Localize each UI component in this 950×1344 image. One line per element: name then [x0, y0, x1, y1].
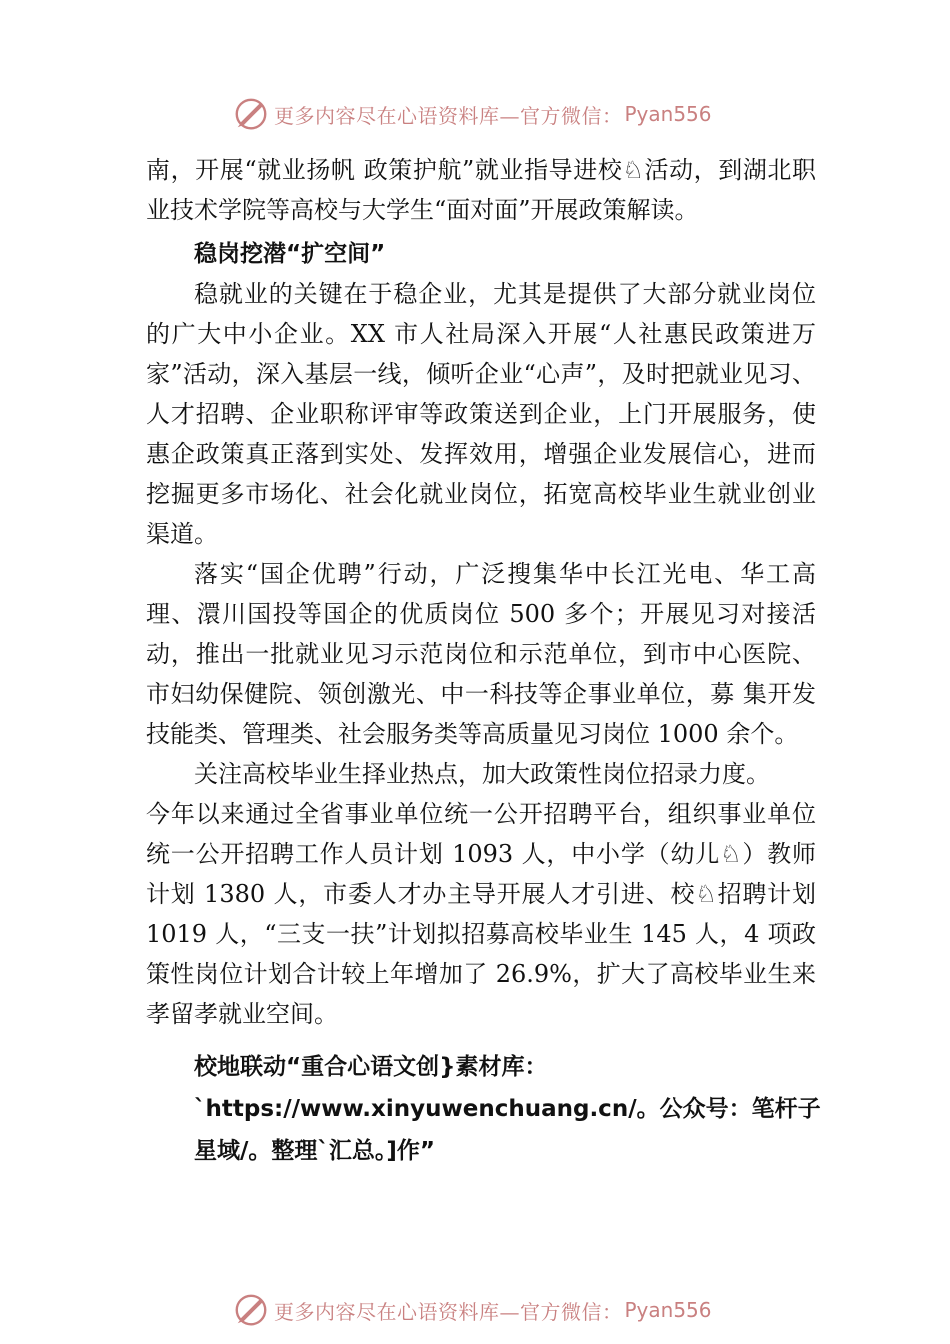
watermark-text: 更多内容尽在心语资料库—官方微信： [274, 1299, 623, 1324]
section-heading-1: 稳岗挖潜“扩空间” [194, 241, 386, 267]
watermark-text: 更多内容尽在心语资料库—官方微信： [274, 103, 623, 128]
paragraph-4-lead: 关注高校毕业生择业热点，加大政策性岗位招录力度。 [194, 760, 770, 788]
document-body [146, 150, 821, 1172]
pen-logo-icon [232, 95, 270, 133]
paragraph-2: 稳就业的关键在于稳企业，尤其是提供了大部分就业岗位的广大中小企业。XX 市人社局深入开展“人社惠民政策进万家”活动，深入基层一线，倾听企业“心声”，及时把就业见习、人才招聘、企业职称评审等政策送到企业，上门开展服务，使惠企政策真正落到实处、发挥效用，增强企业发展信心，进而挖掘更多市场化、社会化就业岗位，拓宽高校毕业生就业创业渠道。 [146, 280, 816, 548]
paragraph-4-body: 今年以来通过全省事业单位统一公开招聘平台，组织事业单位统一公开招聘工作人员计划 1093 人，中小学（幼儿♘）教师计划 1380 人，市委人才办主导开展人才引进、校♘招聘计划 1019 人，“三支一扶”计划拟招募高校毕业生 145 人，4 项政策性岗位计划合计较上年增加了 26.9%，扩大了高校毕业生来孝留孝就业空间。 [146, 800, 816, 1028]
paragraph-1: 南，开展“就业扬帆 政策护航”就业指导进校♘活动，到湖北职业技术学院等高校与大学生“面对面”开展政策解读。 [146, 156, 816, 224]
watermark-header [232, 94, 732, 134]
pen-logo-icon [232, 1291, 270, 1329]
paragraph-3: 落实“国企优聘”行动，广泛搜集华中长江光电、华工高理、澴川国投等国企的优质岗位 500 多个；开展见习对接活动，推出一批就业见习示范岗位和示范单位，到市中心医院、市妇幼保健院、领创激光、中一科技等企事业单位，募 集开发技能类、管理类、社会服务类等高质量见习岗位 1000 余个。 [146, 560, 816, 748]
watermark-footer [232, 1290, 732, 1330]
watermark-wechat-id: Pyan556 [624, 1298, 712, 1322]
watermark-wechat-id: Pyan556 [624, 102, 712, 126]
section-heading-2: 校地联动“重合心语文创}素材库：`https://www.xinyuwenchuang.cn/。公众号：笔杆子星域/。整理`汇总。]作” [194, 1054, 821, 1164]
